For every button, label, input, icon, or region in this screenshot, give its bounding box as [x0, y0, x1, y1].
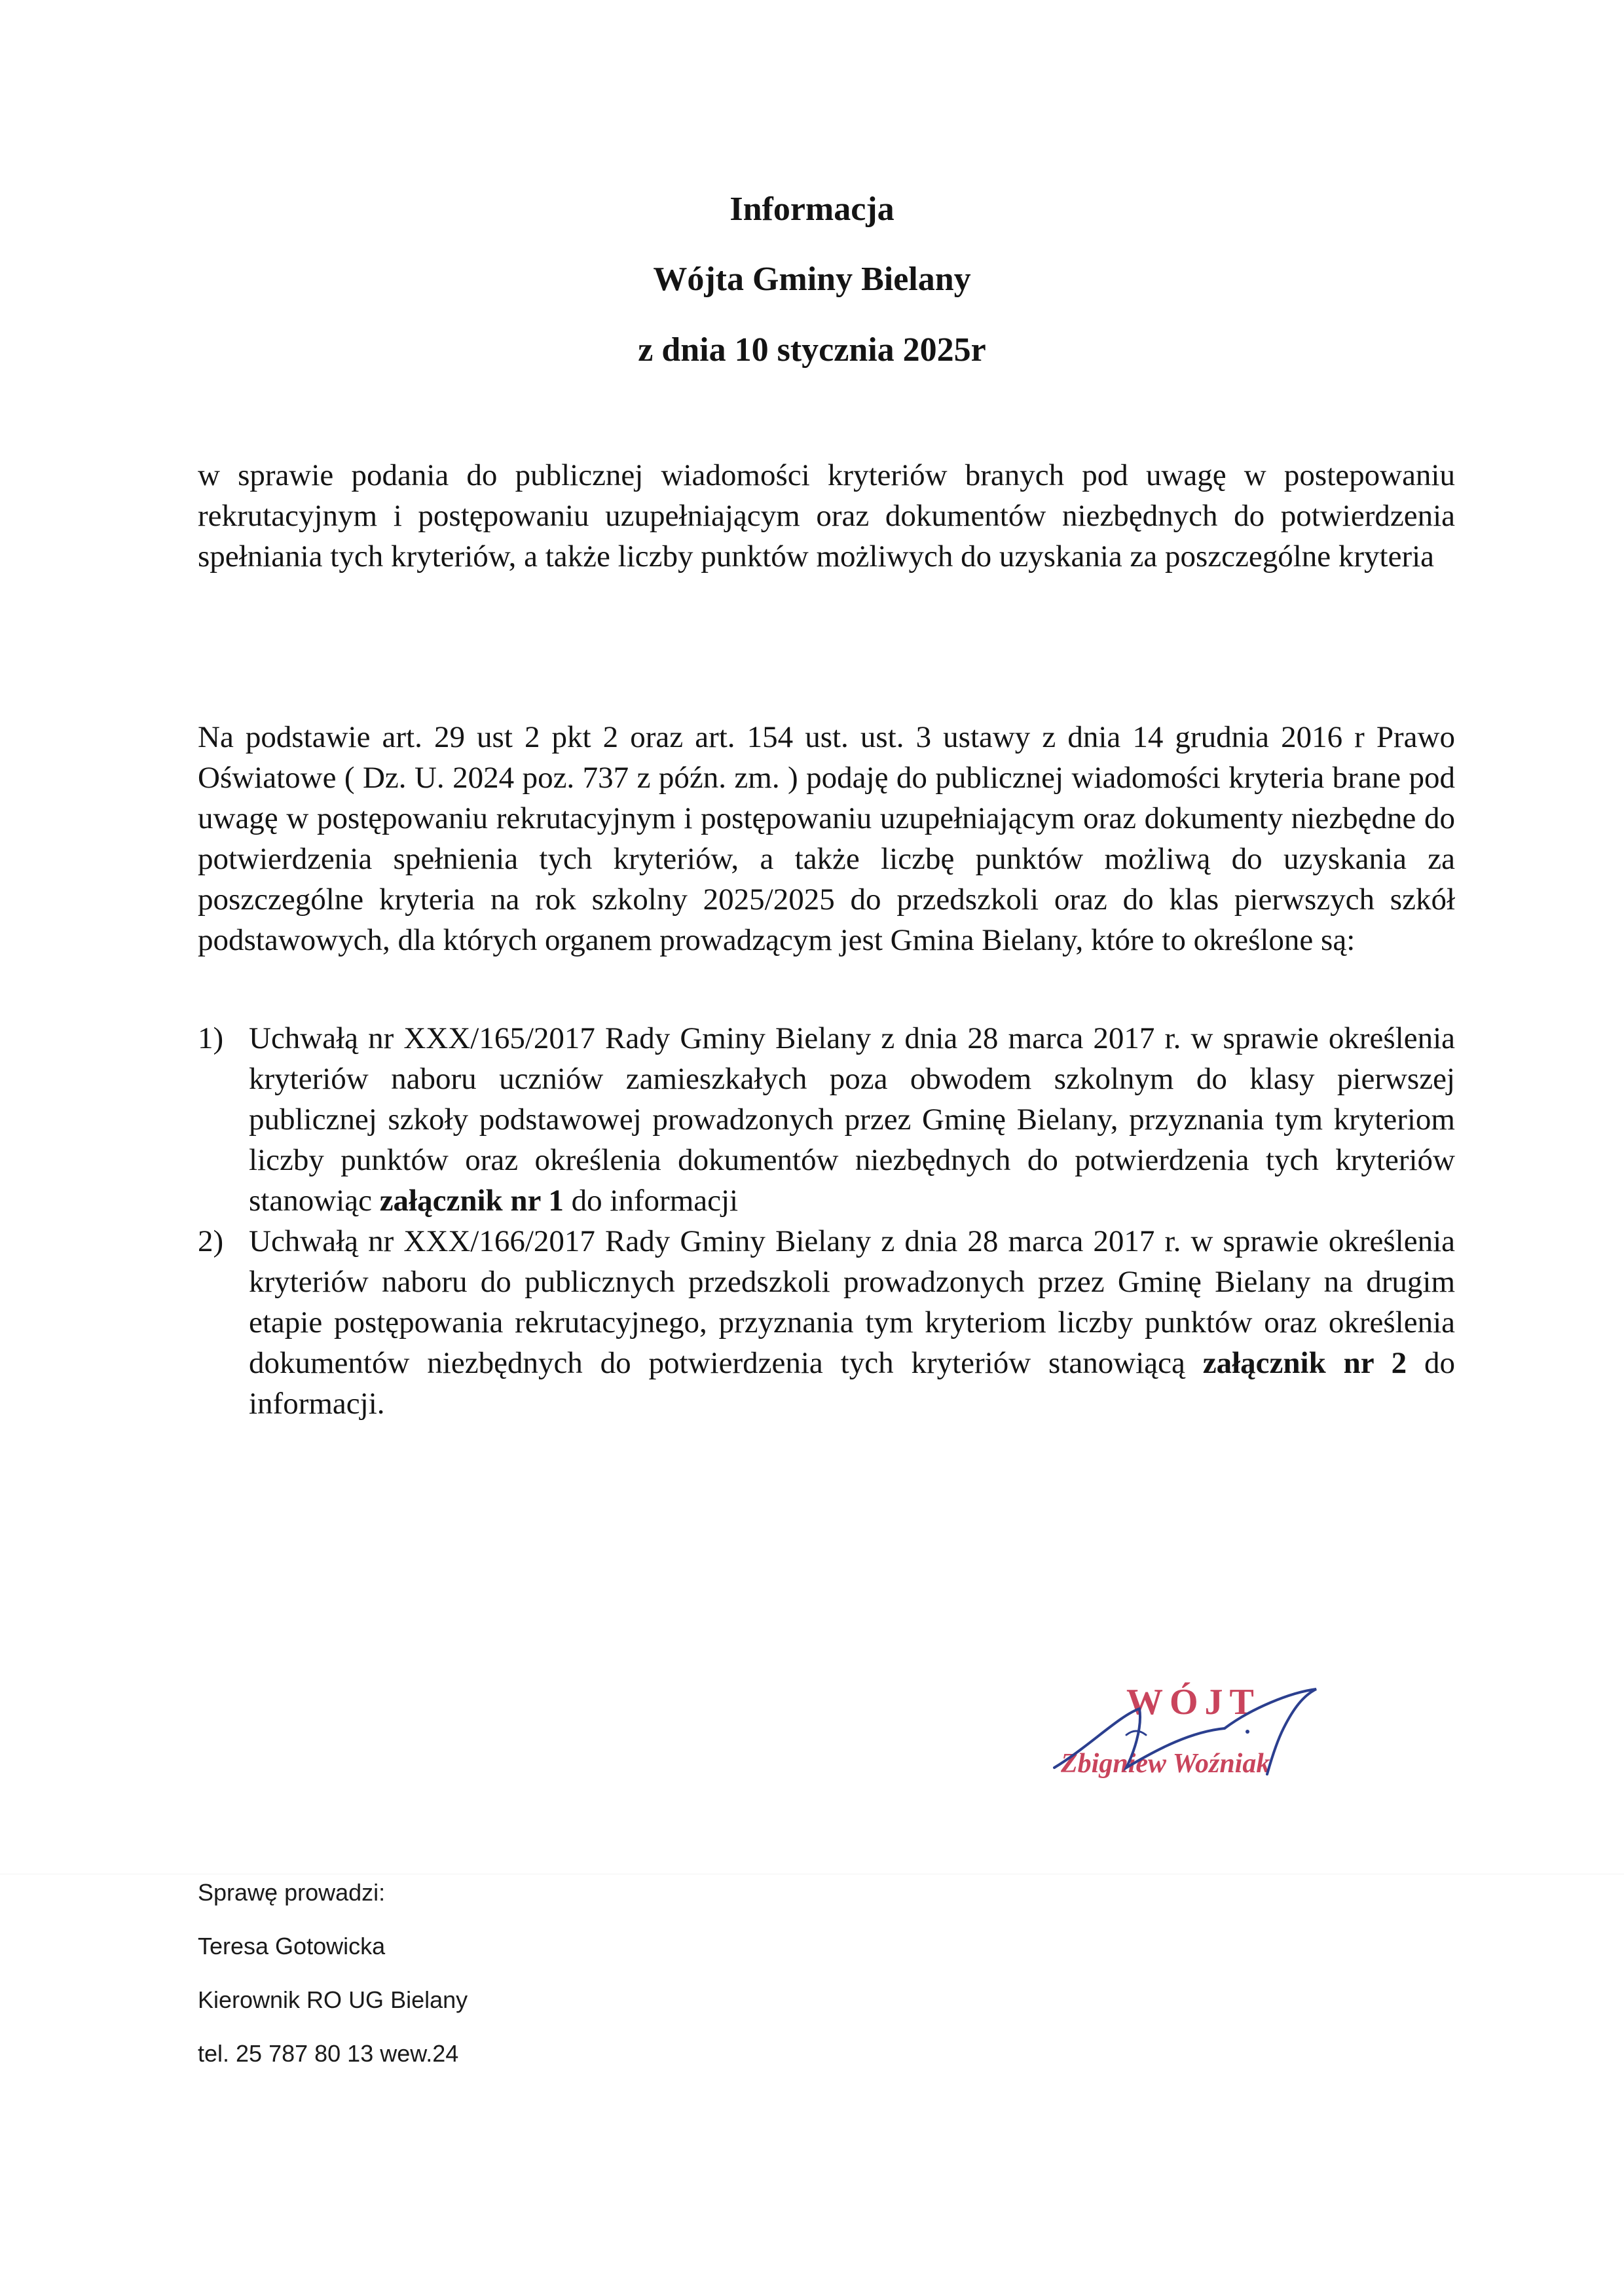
document-title: Informacja [729, 191, 895, 228]
list-item [198, 1221, 1455, 1424]
list-item-text: Uchwałą nr XXX/165/2017 Rady Gminy Bielany z dnia 28 marca 2017 r. w sprawie określenia kryteriów naboru uczniów zamieszkałych poza obwodem szkolnym do klasy pierwszej publicznej szkoły podstawowej prowadzonych przez Gminę Bielany, przyznania tym kryteriom liczby punktów oraz określenia dokumentów niezbędnych do potwierdzenia tych kryteriów stanowiąc [249, 1021, 1455, 1218]
stamp-name: Zbigniew Woźniak [1061, 1749, 1270, 1779]
legal-basis-paragraph: Na podstawie art. 29 ust 2 pkt 2 oraz art. 154 ust. ust. 3 ustawy z dnia 14 grudnia 2016 r Prawo Oświatowe ( Dz. U. 2024 poz. 737 z późn. zm. ) podaję do publicznej wiadomości kryteria brane pod uwagę w postępowaniu rekrutacyjnym i postępowaniu uzupełniającym oraz dokumenty niezbędne do potwierdzenia spełnienia tych kryteriów, a także liczbę punktów możliwą do uzyskania za poszczególne kryteria na rok szkolny 2025/2025 do przedszkoli oraz do klas pierwszych szkół podstawowych, dla których organem prowadzącym jest Gmina Bielany, które to określone są: [198, 720, 1455, 957]
list-item-tail: do informacji [571, 1184, 739, 1218]
document-issuer: Wójta Gminy Bielany [653, 261, 971, 298]
contact-person: Teresa Gotowicka [198, 1933, 386, 1959]
attachment-reference: załącznik nr 1 [379, 1184, 564, 1218]
handwritten-signature [1028, 1669, 1342, 1800]
stamp-title: WÓJT [1126, 1682, 1261, 1722]
list-item-tail: do informacji. [249, 1346, 1456, 1421]
document-date: z dnia 10 stycznia 2025r [638, 331, 986, 369]
handled-by-label: Sprawę prowadzi: [198, 1879, 386, 1906]
list-item [198, 1018, 1455, 1221]
list-item-number: 2) [198, 1224, 224, 1258]
contact-position: Kierownik RO UG Bielany [198, 1986, 468, 2013]
document-subject: w sprawie podania do publicznej wiadomości kryteriów branych pod uwagę w postepowaniu rekrutacyjnym i postępowaniu uzupełniającym oraz dokumentów niezbędnych do potwierdzenia spełniania tych kryteriów, a także liczby punktów możliwych do uzyskania za poszczególne kryteria [198, 458, 1455, 574]
resolutions-list [198, 1018, 1455, 1424]
list-item-number: 1) [198, 1021, 224, 1055]
list-item-text: Uchwałą nr XXX/166/2017 Rady Gminy Bielany z dnia 28 marca 2017 r. w sprawie określenia kryteriów naboru do publicznych przedszkoli prowadzonych przez Gminę Bielany na drugim etapie postępowania rekrutacyjnego, przyznania tym kryteriom liczby punktów oraz określenia dokumentów niezbędnych do potwierdzenia tych kryteriów stanowiącą [249, 1224, 1455, 1380]
attachment-reference: załącznik nr 2 [1202, 1346, 1407, 1380]
contact-phone: tel. 25 787 80 13 wew.24 [198, 2040, 459, 2067]
